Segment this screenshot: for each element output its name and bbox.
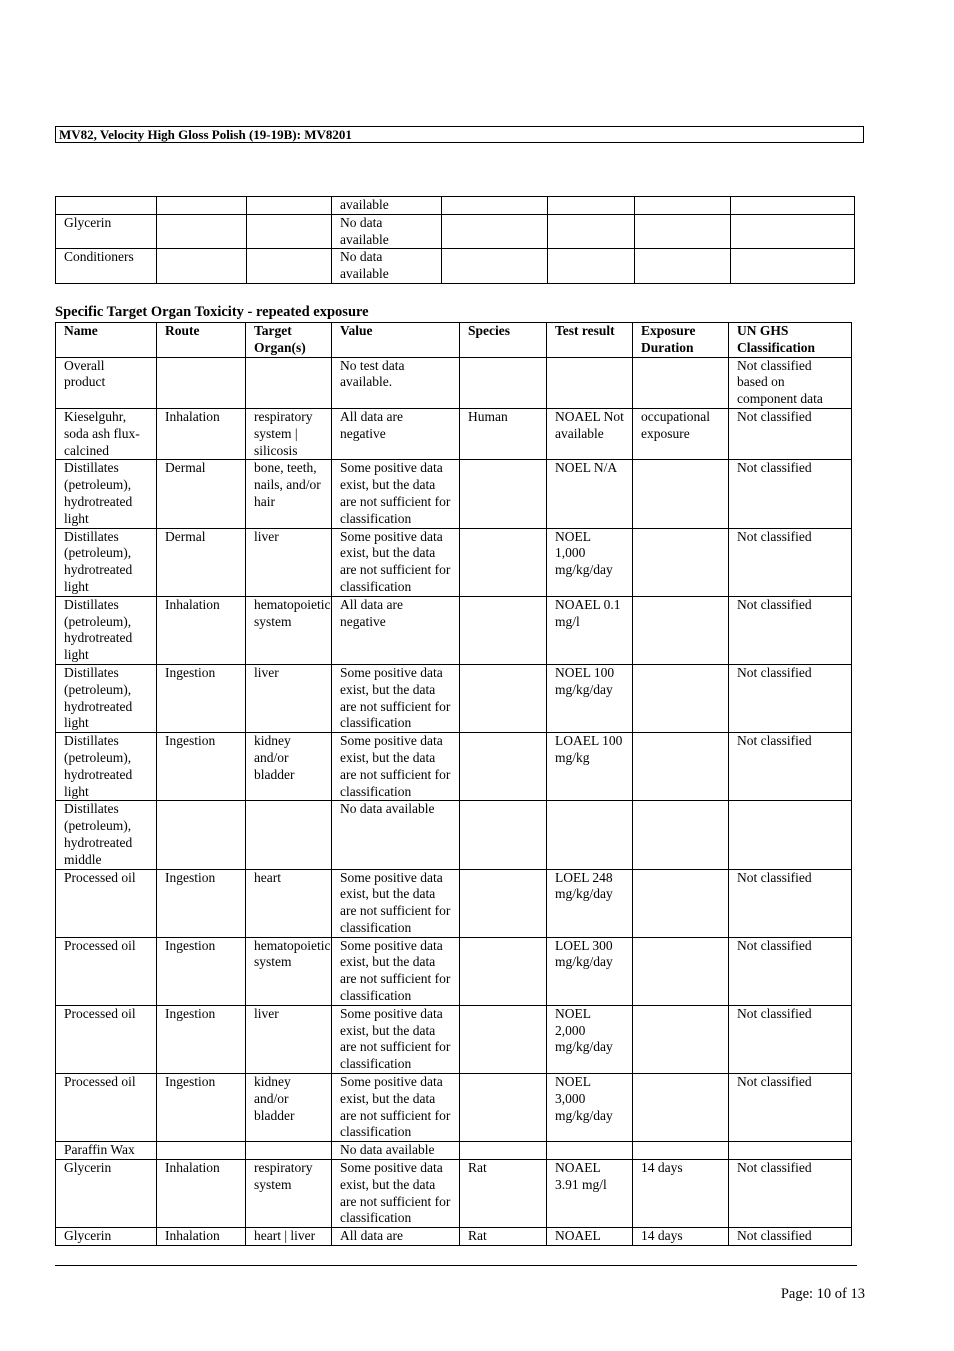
table-cell: Inhalation [157,1160,246,1228]
table-cell: Not classified [729,937,852,1005]
table-cell: Distillates (petroleum), hydrotreated light [56,664,157,732]
table-row [56,408,852,459]
table-cell: kidney and/or bladder [246,1074,332,1142]
table-cell: Ingestion [157,1074,246,1142]
table-cell [633,596,729,664]
table-cell: Ingestion [157,869,246,937]
table-cell: Some positive data exist, but the data are not sufficient for classification [332,869,460,937]
table-row [56,596,852,664]
document-header: MV82, Velocity High Gloss Polish (19-19B): MV8201 [55,126,864,143]
table-cell: Overall product [56,357,157,408]
table-cell: heart [246,869,332,937]
table-cell: Processed oil [56,937,157,1005]
table-cell: NOEL 3,000 mg/kg/day [547,1074,633,1142]
table-cell: Conditioners [56,249,157,284]
column-header: Target Organ(s) [246,323,332,358]
table-cell: Ingestion [157,664,246,732]
table-cell: Processed oil [56,1005,157,1073]
table-row [56,1005,852,1073]
table-cell [157,357,246,408]
table-cell: No data available [332,801,460,869]
table-row [56,1160,852,1228]
table-row [56,869,852,937]
table-cell: Rat [460,1160,547,1228]
table-cell: LOEL 300 mg/kg/day [547,937,633,1005]
table-cell: Not classified [729,664,852,732]
table-cell: kidney and/or bladder [246,733,332,801]
table-cell: Inhalation [157,1228,246,1246]
table-cell: Some positive data exist, but the data are not sufficient for classification [332,733,460,801]
page-number: Page: 10 of 13 [780,1286,865,1302]
table-cell [460,528,547,596]
table-cell: All data are [332,1228,460,1246]
table-row [56,528,852,596]
table-header-row [56,323,852,358]
table-cell: Inhalation [157,596,246,664]
table-cell: All data are negative [332,596,460,664]
table-cell: bone, teeth, nails, and/or hair [246,460,332,528]
table-cell: Kieselguhr, soda ash flux-calcined [56,408,157,459]
table-cell [547,357,633,408]
table-cell [729,1142,852,1160]
table-cell: hematopoietic system [246,596,332,664]
table-row [56,1142,852,1160]
table-cell: Not classified [729,733,852,801]
table-cell: Ingestion [157,733,246,801]
table-row [56,460,852,528]
table-cell: Not classified based on component data [729,357,852,408]
table-cell [731,197,855,215]
table-cell: 14 days [633,1160,729,1228]
table-cell: Not classified [729,1228,852,1246]
table-cell [460,869,547,937]
table-cell [157,1142,246,1160]
table-cell: available [332,197,442,215]
table-cell: Not classified [729,1160,852,1228]
table-cell [547,801,633,869]
table-cell: Rat [460,1228,547,1246]
table-cell [442,249,548,284]
table-cell [633,460,729,528]
column-header: Test result [547,323,633,358]
table-cell: Glycerin [56,214,157,249]
stot-repeated-exposure-table [55,322,852,1246]
column-header: Route [157,323,246,358]
table-cell: heart | liver [246,1228,332,1246]
table-cell: NOEL 100 mg/kg/day [547,664,633,732]
table-cell: 14 days [633,1228,729,1246]
table-cell [635,249,731,284]
continuation-table [55,196,855,284]
table-cell: Some positive data exist, but the data are not sufficient for classification [332,528,460,596]
table-cell: Ingestion [157,1005,246,1073]
table-cell [547,1142,633,1160]
table-cell: Human [460,408,547,459]
table-cell: Not classified [729,528,852,596]
table-cell [246,357,332,408]
table-cell: Distillates (petroleum), hydrotreated light [56,460,157,528]
table-cell [157,214,247,249]
table-cell [442,214,548,249]
table-cell [56,197,157,215]
table-cell: Not classified [729,460,852,528]
table-cell: Dermal [157,528,246,596]
table-cell [460,733,547,801]
column-header: Name [56,323,157,358]
table-cell [633,733,729,801]
table-cell: NOAEL 0.1 mg/l [547,596,633,664]
table-cell [633,1142,729,1160]
table-cell [442,197,548,215]
table-cell [633,1005,729,1073]
table-cell: Processed oil [56,869,157,937]
table-cell: Distillates (petroleum), hydrotreated light [56,733,157,801]
table-cell: Distillates (petroleum), hydrotreated middle [56,801,157,869]
table-row [56,197,855,215]
table-cell: Some positive data exist, but the data are not sufficient for classification [332,1160,460,1228]
table-cell [548,249,635,284]
table-cell: All data are negative [332,408,460,459]
table-cell [729,801,852,869]
table-cell [246,801,332,869]
table-cell [635,197,731,215]
table-row [56,937,852,1005]
table-cell: NOEL N/A [547,460,633,528]
table-cell: Some positive data exist, but the data are not sufficient for classification [332,1074,460,1142]
table-cell: No data available [332,1142,460,1160]
table-cell: Not classified [729,1074,852,1142]
table-cell: respiratory system [246,1160,332,1228]
table-cell: Distillates (petroleum), hydrotreated light [56,528,157,596]
table-cell [731,214,855,249]
table-cell [635,214,731,249]
table-cell: Paraffin Wax [56,1142,157,1160]
table-row [56,664,852,732]
table-cell [548,197,635,215]
table-row [56,801,852,869]
table-cell: No data available [332,214,442,249]
table-cell [460,596,547,664]
table-cell [633,357,729,408]
table-cell: NOAEL 3.91 mg/l [547,1160,633,1228]
table-cell [460,1074,547,1142]
column-header: Exposure Duration [633,323,729,358]
table-cell [460,1005,547,1073]
table-cell: NOEL 2,000 mg/kg/day [547,1005,633,1073]
table-cell: Processed oil [56,1074,157,1142]
table-cell: Glycerin [56,1228,157,1246]
table-cell [548,214,635,249]
table-cell [460,460,547,528]
table-cell: Not classified [729,869,852,937]
table-cell: No test data available. [332,357,460,408]
table-cell [247,197,332,215]
table-cell [460,664,547,732]
table-cell [633,664,729,732]
table-cell [633,1074,729,1142]
table-cell: NOAEL [547,1228,633,1246]
column-header: UN GHS Classification [729,323,852,358]
table-row [56,214,855,249]
table-cell [246,1142,332,1160]
table-cell: LOEL 248 mg/kg/day [547,869,633,937]
table-cell: hematopoietic system [246,937,332,1005]
table-cell: Dermal [157,460,246,528]
table-cell: respiratory system | silicosis [246,408,332,459]
table-cell [633,528,729,596]
table-row [56,249,855,284]
table-cell: Glycerin [56,1160,157,1228]
table-cell [460,357,547,408]
table-cell: Some positive data exist, but the data are not sufficient for classification [332,937,460,1005]
table-cell [157,801,246,869]
table-row [56,357,852,408]
table-row [56,733,852,801]
table-cell: Inhalation [157,408,246,459]
table-cell: liver [246,1005,332,1073]
table-cell: NOAEL Not available [547,408,633,459]
section-title: Specific Target Organ Toxicity - repeated exposure [55,304,369,320]
table-cell: Not classified [729,596,852,664]
footer-divider [55,1265,857,1266]
table-cell: Some positive data exist, but the data are not sufficient for classification [332,664,460,732]
table-cell [460,801,547,869]
table-cell: No data available [332,249,442,284]
table-cell [157,249,247,284]
table-cell [731,249,855,284]
table-cell [633,801,729,869]
column-header: Value [332,323,460,358]
table-cell: Not classified [729,408,852,459]
table-cell: LOAEL 100 mg/kg [547,733,633,801]
table-cell [247,249,332,284]
table-cell: Distillates (petroleum), hydrotreated light [56,596,157,664]
table-cell [157,197,247,215]
table-cell: liver [246,664,332,732]
table-cell: occupational exposure [633,408,729,459]
table-row [56,1074,852,1142]
table-cell: Ingestion [157,937,246,1005]
table-row [56,1228,852,1246]
table-cell: liver [246,528,332,596]
column-header: Species [460,323,547,358]
table-cell [460,1142,547,1160]
table-cell: Some positive data exist, but the data are not sufficient for classification [332,1005,460,1073]
table-cell: Some positive data exist, but the data are not sufficient for classification [332,460,460,528]
table-cell [247,214,332,249]
table-cell [460,937,547,1005]
table-cell: Not classified [729,1005,852,1073]
table-cell: NOEL 1,000 mg/kg/day [547,528,633,596]
table-cell [633,937,729,1005]
table-cell [633,869,729,937]
